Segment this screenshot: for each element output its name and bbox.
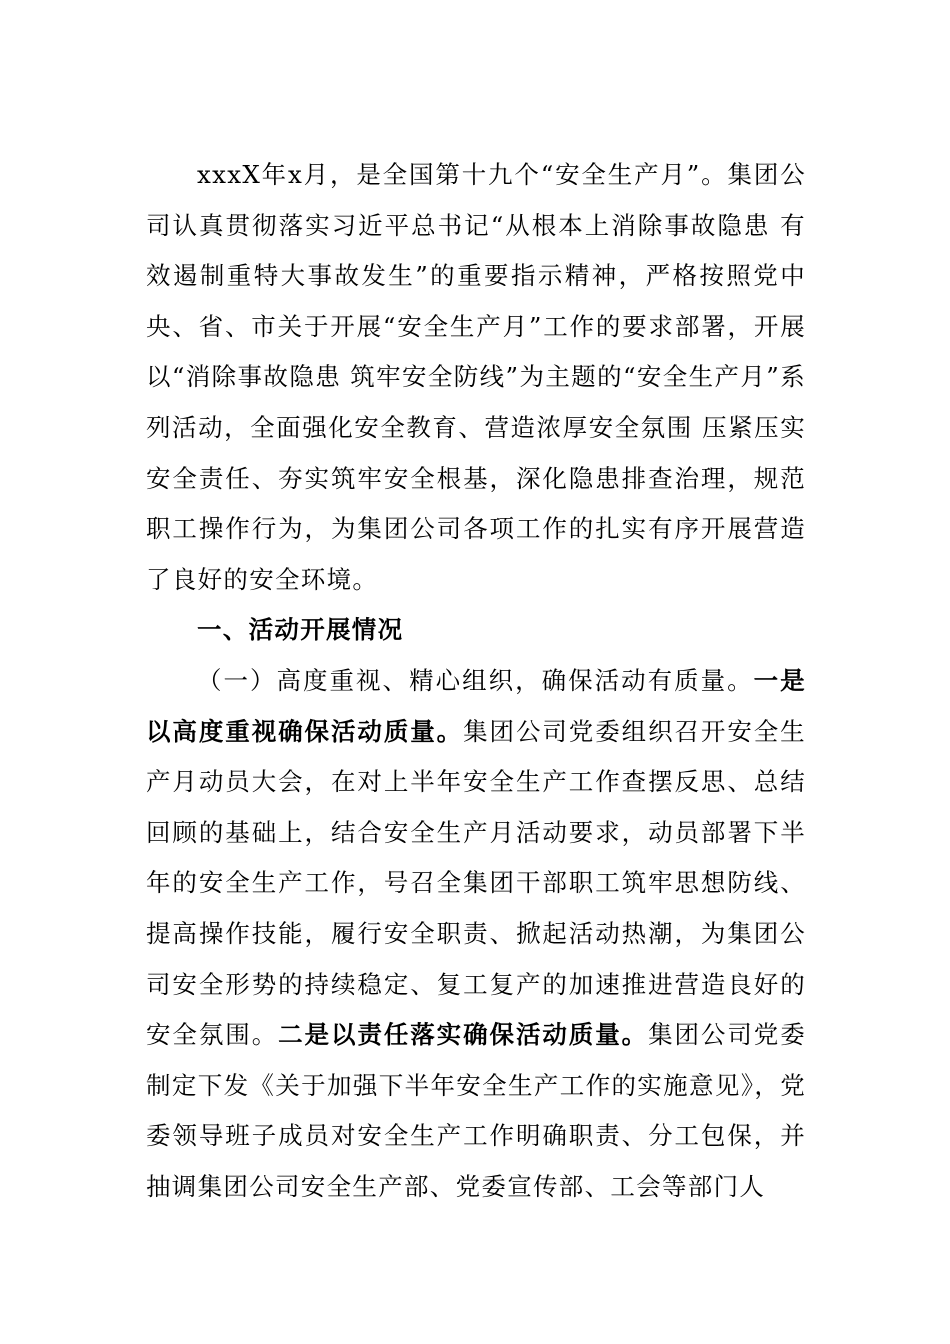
subsection-paragraph: [146, 656, 806, 1213]
point-one-heading: 一是以高度重视确保活动质量。: [146, 665, 806, 746]
section-heading: 一、活动开展情况: [197, 615, 404, 645]
point-one-text: 集团公司党委组织召开安全生产月动员大会，在对上半年安全生产工作查摆反思、总结回顾的基础上，结合安全生产月活动要求，动员部署下半年的安全生产工作，号召全集团干部职工筑牢思想防线、提高操作技能，履行安全职责、掀起活动热潮，为集团公司安全形势的持续稳定、复工复产的加速推进营造良好的安全氛围。: [146, 716, 806, 1050]
intro-paragraph: xxxX年x月，是全国第十九个“安全生产月”。集团公司认真贯彻落实习近平总书记“从根本上消除事故隐患 有效遏制重特大事故发生”的重要指示精神，严格按照党中央、省、市关于开展“安全生产月”工作的要求部署，开展以“消除事故隐患 筑牢安全防线”为主题的“安全生产月”系列活动，全面强化安全教育、营造浓厚安全氛围 压紧压实安全责任、夯实筑牢安全根基，深化隐患排查治理，规范职工操作行为，为集团公司各项工作的扎实有序开展营造了良好的安全环境。: [146, 160, 806, 594]
point-two-heading: 二是以责任落实确保活动质量。: [278, 1020, 649, 1050]
point-two-text: 集团公司党委制定下发《关于加强下半年安全生产工作的实施意见》，党委领导班子成员对安全生产工作明确职责、分工包保，并抽调集团公司安全生产部、党委宣传部、工会等部门人: [146, 1020, 806, 1201]
subsection-lead: （一）高度重视、精心组织，确保活动有质量。: [197, 665, 754, 695]
document-page: [146, 150, 806, 1212]
